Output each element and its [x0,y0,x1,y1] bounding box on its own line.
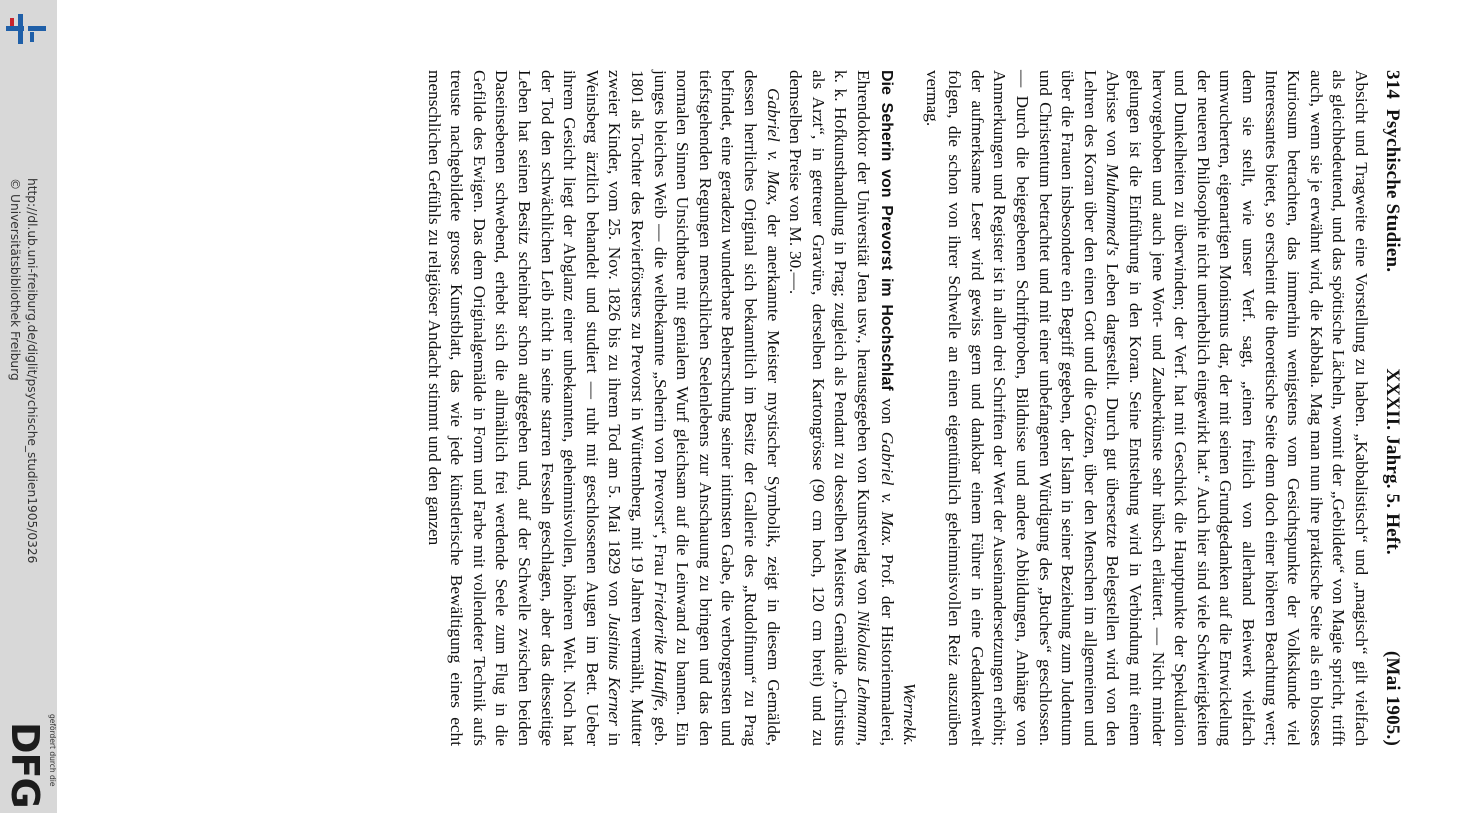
volume-info: XXXII. Jahrg. 5. Heft. [1382,368,1403,555]
painter-name: Gabriel v. Max. [877,431,897,547]
paragraph-3: Gabriel v. Max, der anerkannte Meister mystischer Symbolik, zeigt in diesem Gemälde, dessen herrliches Original sich bekanntlich im Besitz der Gallerie des „Rudolfinum“ zu Prag befindet, eine geradezu wunderbare Beherrschung seiner intimsten Gabe, die verborgensten und tiefstgehenden Regungen menschlichen Seelenlebens zur Anschauung zu bringen und das den normalen Sinnen Unsichtbare mit genialem Wurf gleichsam auf die Leinwand zu bannen. Ein junges bleiches Weib — die weltbekannte „Seherin von Prevorst“, Frau Friederike Hauffe, geb. 1801 als Tochter des Revierförsters zu Prevorst in Württemberg, mit 19 Jahren vermählt, Mutter zweier Kinder, vom 25. Nov. 1826 bis zu ihrem Tod am 5. Mai 1829 von Justinus Kerner in Weinsberg ärztlich behandelt und studiert — ruht mit geschlossenen Augen im Bett. Ueber ihrem Gesicht liegt der Abglanz einer unbekannten, geheimnisvollen, höheren Welt. Noch hat der Tod den schwächlichen Leib nicht in seine starren Fesseln geschlagen, aber das diesseitige Leben hat seinen Besitz scheinbar schon aufgegeben und, auf der Schwelle zwischen beiden Daseinsebenen schwebend, erhebt sich die allmählich frei werdende Seele zum Flug in die Gefilde des Ewigen. Das dem Originalgemälde in Form und Farbe mit vollendeter Technik aufs treuste nachgebildete grosse Kunstblatt, das wie jede künstlerische Bewältigung eines echt menschlichen Gefühls zu religiöser Andacht stimmt und den ganzen [424,70,783,746]
muhammed-name: Muhammed's [1103,163,1123,256]
journal-title: Psychische Studien. [1382,109,1403,273]
university-library-logo-icon [4,6,50,52]
page-header [1372,70,1412,746]
reviewer-signature: Wernekk. [900,682,920,746]
publisher-name: Nikolaus Lehmann [853,610,873,742]
dfg-funding-note: gefördert durch die [48,714,57,787]
kerner-name: Justinus Kerner [605,613,625,726]
review-title: Die Seherin von Prevorst im Hochschlaf [877,70,895,391]
paragraph-2: Die Seherin von Prevorst im Hochschlaf von Gabriel v. Max. Prof. der Historienmalerei, Ehrendoktor der Universität Jena usw., herausgegeben von Kunstverlag von Nikolaus Lehmann, k. k. Hofkunsthandlung in Prag; zugleich als Pendant zu desselben Meisters Gemälde „Christus als Arzt“, in getreuer Gravüre, derselben Kartongrösse (90 cm hoch, 120 cm breit) und zu demselben Preise von M. 30.—. [786,70,897,746]
source-url[interactable]: http://dl.ub.uni-freiburg.de/diglit/psychische_studien1905/0326 [25,178,39,564]
source-citation [0,178,40,618]
scanned-page [192,70,1412,746]
issue-date: (Mai 1905.) [1382,650,1403,746]
page-number: 314 [1382,70,1403,100]
painter-name-2: Gabriel v. Max [763,88,783,202]
seer-name: Friederike Hauffe [650,581,670,707]
paragraph-1: Absicht und Tragweite eine Vorstellung zu haben. „Kabbalistisch“ und „magisch“ gilt vielfach als gleichbedeutend, und das spöttische Lächeln, womit der „Gebildete“ von Magie spricht, trifft auch, wenn sie je erwähnt wird, die Kabbala. Mag man nun ihre praktische Seite als ein blosses Kuriosum betrachten, das immerhin wenigstens vom Gesichtspunkte der Volkskunde viel Interessantes bietet, so erscheint die theoretische Seite denn doch einer höheren Beachtung wert; denn sie stellt, wie unser Verf. sagt, „einen freilich von allerhand Beiwerk vielfach umwucherten, eigenartigen Monismus dar, der mit seinen Grundgedanken auf die Entwickelung der neueren Philosophie nicht unerheblich eingewirkt hat.“ Auch hier sind viele Schwierigkeiten und Dunkelheiten zu überwinden; der Verf. hat mit Geschick die Hauptpunkte der Spekulation hervorgehoben und auch jene Wort- und Zauberkünste sehr hübsch erläutert. — Nicht minder gelungen ist die Einführung in den Koran. Seine Entstehung wird in Verbindung mit einem Abrisse von Muhammed's Leben dargestellt. Durch gut übersetzte Belegstellen wird von den Lehren des Koran über den einen Gott und die Götzen, über den Menschen im allgemeinen und über die Frauen insbesondere ein Begriff gegeben, der Islam in seiner Beziehung zum Judentum und Christentum betrachtet und mit einer unbefangenen Würdigung des „Buches“ geschlossen. — Durch die beigegebenen Schriftproben, Bildnisse und andere Abbildungen, Anhänge von Anmerkungen und Register ist in allen drei Schriften der Wert der Auseinandersetzungen erhöht; der aufmerksame Leser wird gewiss gern und dankbar einem Führer in eine Gedankenwelt folgen, die schon von ihrer Schwelle an einen eigentümlich geheimnisvollen Reiz auszuüben vermag. [922,70,1371,746]
viewer-sidebar [0,0,57,813]
page-body [422,70,1372,746]
copyright-notice: © Universitätsbibliothek Freiburg [8,178,22,381]
dfg-logo: DFG [3,722,47,808]
